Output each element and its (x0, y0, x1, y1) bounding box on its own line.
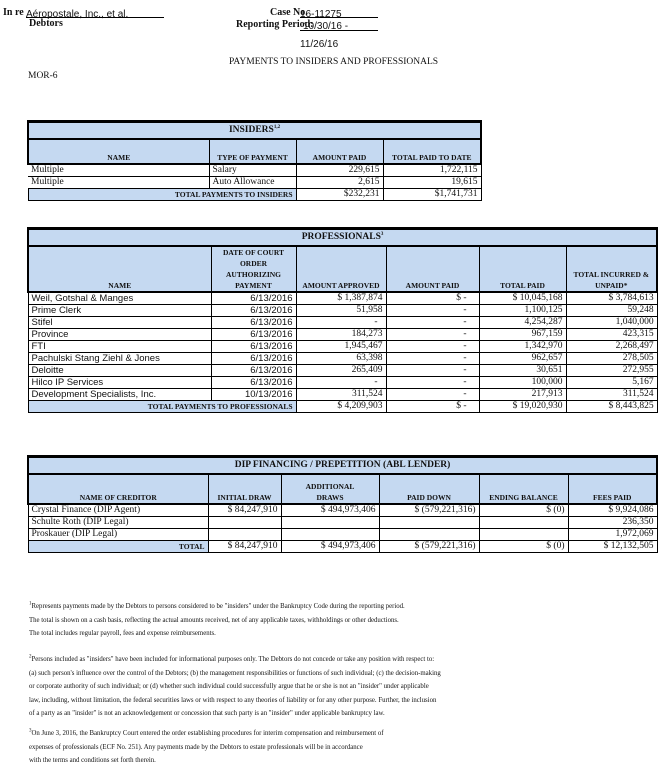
debtors-label: Debtors (29, 18, 63, 29)
table-row: Multiple Auto Allowance 2,615 19,615 (28, 177, 481, 189)
debtor-name: Aéropostale, Inc., et al. (26, 9, 129, 20)
total-row: TOTAL PAYMENTS TO INSIDERS $232,231 $1,741,731 (28, 189, 481, 201)
col-header-initial-draw: INITIAL DRAW (208, 474, 281, 504)
total-row: TOTAL PAYMENTS TO PROFESSIONALS $ 4,209,903 $ - $ 19,020,930 $ 8,443,825 (28, 401, 657, 413)
table-row: Prime Clerk 6/13/2016 51,958 - 1,100,125 59,248 (28, 305, 657, 317)
col-header-name: NAME (28, 139, 209, 164)
footnote-1: $^1$Represents payments made by the Debtors to persons considered to be "insiders" under the Bankruptcy Code during the reporting period. The total is shown on a cash basis, reflecting the actual amounts received, net of any applicable taxes, withholdings or other deductions. The total includes regular payroll, fees and expense reimbursements. (29, 601, 405, 637)
table-row: Weil, Gotshal & Manges 6/13/2016 $ 1,387,874 $ - $ 10,045,168 $ 3,784,613 (28, 292, 657, 305)
insiders-title: INSIDERS$^{1,2}$ (28, 122, 481, 140)
form-id: MOR-6 (28, 71, 58, 81)
col-header-amount-paid: AMOUNT PAID (296, 139, 383, 164)
table-row: Multiple Salary 229,615 1,722,115 (28, 164, 481, 177)
dip-financing-table (27, 455, 658, 553)
footnote-2: $^2$Persons included as "insiders" have been included for informational purposes only. The Debtors do not concede or take any position with respect to: (a) such person's influence over the control of the Debtors; (b) the management responsibilities or functions of such individual; (c) the decision-making or corporate authority of such individual; or (d) whether such individual could successfully argue that he or she is not an "insider" under applicable law, including, without limitation, the federal securities laws or with respect to any theories of liability or for any other purpose. Further, the inclusion of a party as an "insider" is not an acknowledgement or concession that such party is an "insider" under applicable bankruptcy law. (29, 654, 441, 717)
col-header-total-paid: TOTAL PAID (479, 246, 566, 292)
col-header-incurred: TOTAL INCURRED & UNPAID* (566, 246, 657, 292)
table-row: Development Specialists, Inc. 10/13/2016 311,524 - 217,913 311,524 (28, 389, 657, 401)
col-header-total-to-date: TOTAL PAID TO DATE (383, 139, 481, 164)
col-header-fees-paid: FEES PAID (568, 474, 657, 504)
table-row: Stifel 6/13/2016 - - 4,254,287 1,040,000 (28, 317, 657, 329)
table-row: Deloitte 6/13/2016 265,409 - 30,651 272,955 (28, 365, 657, 377)
table-row: Schulte Roth (DIP Legal) 236,350 (28, 517, 657, 529)
col-header-date: DATE OF COURT ORDER AUTHORIZING PAYMENT (211, 246, 296, 292)
col-header-creditor: NAME OF CREDITOR (28, 474, 208, 504)
col-header-paid: AMOUNT PAID (386, 246, 479, 292)
reporting-period-line (300, 16, 378, 50)
col-header-approved: AMOUNT APPROVED (296, 246, 386, 292)
total-row: TOTAL $ 84,247,910 $ 494,973,406 $ (579,221,316) $ (0) $ 12,132,505 (28, 541, 657, 553)
col-header-additional-draws: ADDITIONAL DRAWS (281, 474, 379, 504)
professionals-table (27, 227, 658, 413)
dip-title: DIP FINANCING / PREPETITION (ABL LENDER) (28, 457, 657, 475)
table-row: Hilco IP Services 6/13/2016 - - 100,000 5,167 (28, 377, 657, 389)
table-row: FTI 6/13/2016 1,945,467 - 1,342,970 2,268,497 (28, 341, 657, 353)
col-header-name: NAME (28, 246, 211, 292)
case-no-label: Case No. (270, 7, 308, 18)
reporting-period: 10/30/16 - 11/26/16 (300, 21, 349, 50)
col-header-paid-down: PAID DOWN (379, 474, 479, 504)
reporting-period-label: Reporting Period: (236, 19, 314, 30)
table-row: Pachulski Stang Ziehl & Jones 6/13/2016 63,398 - 962,657 278,505 (28, 353, 657, 365)
table-row: Crystal Finance (DIP Agent) $ 84,247,910 $ 494,973,406 $ (579,221,316) $ (0) $ 9,924,086 (28, 504, 657, 517)
case-header (0, 0, 663, 90)
col-header-type: TYPE OF PAYMENT (209, 139, 296, 164)
insiders-table (27, 120, 482, 201)
case-no: 16-11275 (300, 9, 342, 20)
table-row: Proskauer (DIP Legal) 1,972,069 (28, 529, 657, 541)
professionals-title: PROFESSIONALS$^3$ (28, 229, 657, 247)
col-header-ending-balance: ENDING BALANCE (479, 474, 568, 504)
debtor-name-line (26, 4, 164, 18)
page-title: PAYMENTS TO INSIDERS AND PROFESSIONALS (229, 57, 439, 67)
in-re-label: In re (3, 7, 24, 18)
footnote-3: $^3$On June 3, 2016, the Bankruptcy Court entered the order establishing procedures for interim compensation and reimbursement of expenses of professionals (ECF No. 251). Any payments made by the Debtors to estate professionals will be in accordance with the terms and conditions set forth therein. (29, 728, 384, 764)
table-row: Province 6/13/2016 184,273 - 967,159 423,315 (28, 329, 657, 341)
